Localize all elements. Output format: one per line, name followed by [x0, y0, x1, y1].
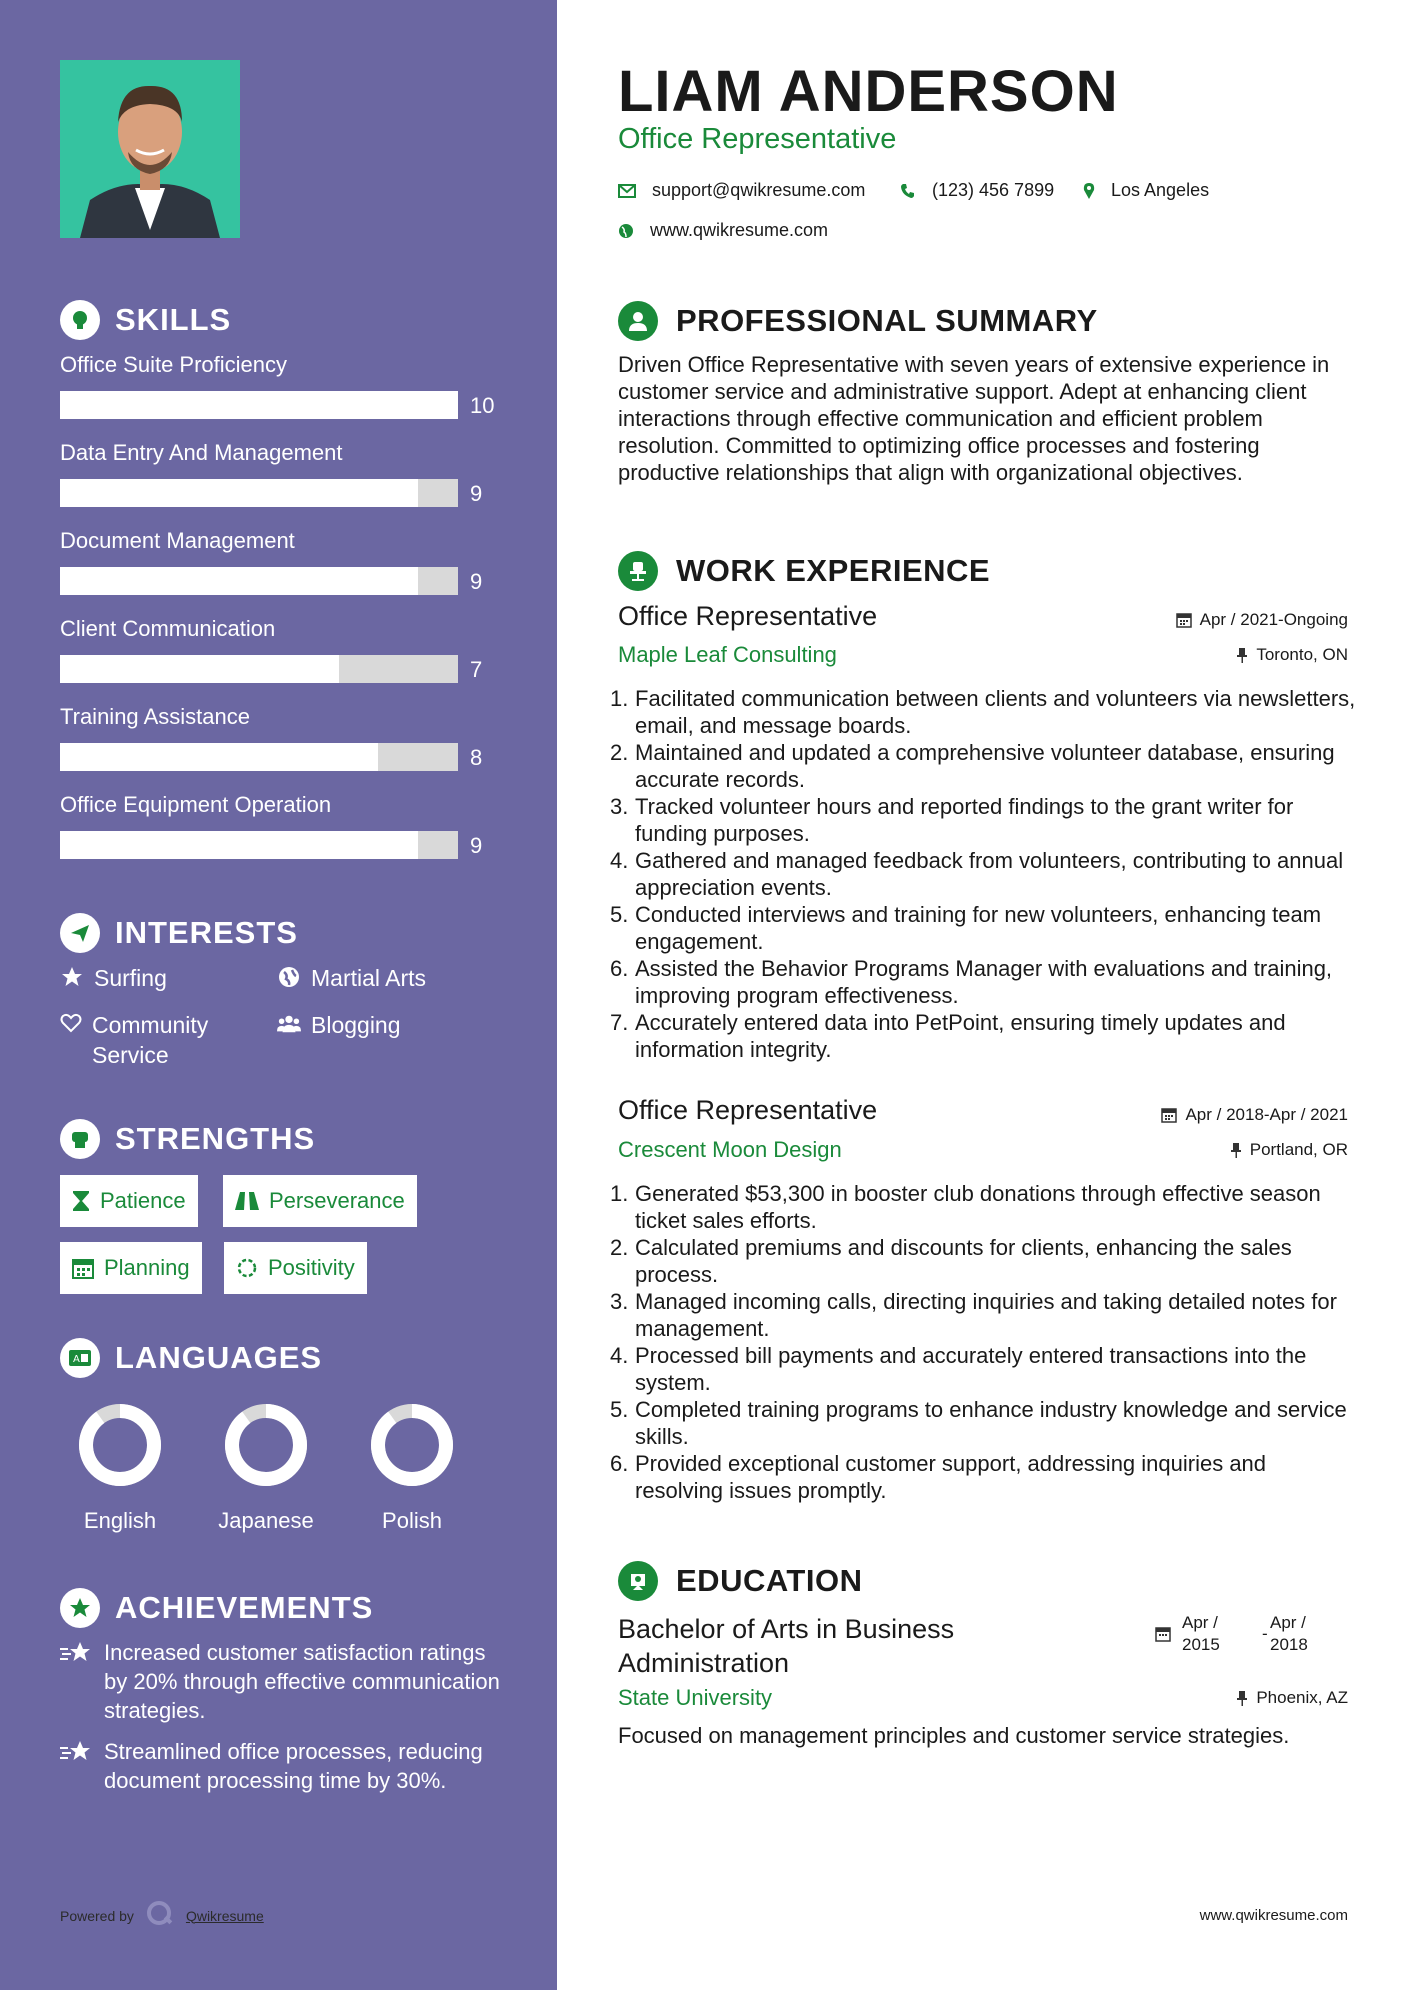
strength-badge: Patience	[60, 1175, 198, 1227]
hourglass-icon	[72, 1190, 90, 1212]
education-date-dash: -	[1262, 1624, 1268, 1643]
duty-item: 7. Accurately entered data into PetPoint, ensuring timely updates and information integrity.	[610, 1010, 1286, 1062]
globe-icon	[277, 963, 301, 988]
globe-icon	[618, 223, 634, 239]
skill-label: Training Assistance	[60, 704, 250, 729]
language-label: English	[83, 1508, 157, 1533]
interest-item: Blogging	[277, 1010, 401, 1040]
job-title: Office Representative	[618, 601, 878, 631]
interest-item: Community Service	[60, 1010, 250, 1070]
sidebar	[0, 0, 557, 1990]
skill-bar	[60, 655, 458, 683]
skill-bar-fill	[60, 831, 418, 859]
skill-bar	[60, 391, 458, 419]
job-location: Portland, OR	[1230, 1140, 1348, 1160]
skill-bar	[60, 567, 458, 595]
skill-label: Office Equipment Operation	[60, 792, 332, 817]
education-heading: EDUCATION	[618, 1561, 862, 1601]
language-level-arc	[378, 1411, 446, 1479]
phone-icon	[900, 183, 916, 199]
duty-item: 2. Calculated premiums and discounts for clients, enhancing the sales process.	[610, 1235, 1292, 1287]
skill-value: 9	[470, 481, 483, 506]
skill-bar	[60, 479, 458, 507]
calendar-icon	[72, 1257, 94, 1279]
pushpin-icon	[1230, 1142, 1242, 1158]
contact-phone[interactable]: (123) 456 7899	[900, 180, 1054, 201]
school-name: State University	[618, 1685, 773, 1710]
summary-heading: PROFESSIONAL SUMMARY	[618, 301, 1098, 341]
duty-item: 3. Tracked volunteer hours and reported findings to the grant writer for funding purposes.	[610, 794, 1294, 846]
skill-label: Client Communication	[60, 616, 276, 641]
achievement-item: Increased customer satisfaction ratings by 20% through effective communication strategies.	[60, 1638, 500, 1725]
summary-text: Driven Office Representative with seven years of extensive experience in customer service and administrative support. Adept at enhancing client interactions through effective communication and efficient problem resolution. Committed to optimizing office processes and fostering productive relationships that align with organizational objectives.	[618, 352, 1330, 485]
skill-bar-fill	[60, 567, 418, 595]
skill-value: 10	[470, 393, 495, 418]
lightbulb-icon	[60, 300, 100, 340]
contact-email[interactable]: support@qwikresume.com	[618, 180, 865, 201]
degree-title: Bachelor of Arts in Business Administration	[618, 1614, 955, 1678]
duty-item: 6. Assisted the Behavior Programs Manager with evaluations and training, improving program effectiveness.	[610, 956, 1333, 1008]
job-title: Office Representative	[618, 1095, 878, 1125]
job-duties-list	[610, 1180, 1360, 1504]
fist-icon	[60, 1119, 100, 1159]
svg-text:A: A	[73, 1354, 80, 1365]
skill-value: 9	[470, 833, 483, 858]
calendar-icon	[1176, 612, 1192, 628]
candidate-title: Office Representative	[618, 123, 897, 155]
skill-label: Document Management	[60, 528, 295, 553]
graduation-cap-icon	[618, 1561, 658, 1601]
education-location: Phoenix, AZ	[1236, 1688, 1348, 1708]
language-level-ring	[75, 1400, 165, 1490]
language-level-arc	[232, 1411, 300, 1479]
road-icon	[235, 1191, 259, 1211]
user-icon	[618, 301, 658, 341]
strength-badge: Positivity	[224, 1242, 367, 1294]
achievements-heading: ACHIEVEMENTS	[60, 1588, 373, 1628]
education-description: Focused on management principles and customer service strategies.	[618, 1723, 1290, 1748]
duty-item: 4. Gathered and managed feedback from volunteers, contributing to annual appreciation events.	[610, 848, 1344, 900]
skill-bar	[60, 831, 458, 859]
duty-item: 5. Completed training programs to enhance industry knowledge and service skills.	[610, 1397, 1347, 1449]
qwikresume-link[interactable]: Qwikresume	[185, 1907, 264, 1924]
education-end-date: Apr / 2018	[1270, 1613, 1308, 1654]
job-dates: Apr / 2021-Ongoing	[1176, 610, 1348, 630]
office-chair-icon	[618, 551, 658, 591]
skill-bar-fill	[60, 743, 378, 771]
envelope-icon	[618, 184, 636, 198]
language-level-ring	[367, 1400, 457, 1490]
interest-item: Surfing	[60, 963, 167, 993]
skill-value: 7	[470, 657, 483, 682]
qwikresume-logo-icon	[146, 1900, 174, 1931]
skill-label: Office Suite Proficiency	[60, 352, 288, 377]
interest-item: Martial Arts	[277, 963, 426, 993]
interests-heading: INTERESTS	[60, 913, 298, 953]
duty-item: 6. Provided exceptional customer support, addressing inquiries and resolving issues promptly.	[610, 1451, 1267, 1503]
calendar-icon	[1155, 1626, 1171, 1647]
language-label: Japanese	[218, 1508, 314, 1533]
duty-item: 1. Generated $53,300 in booster club donations through effective season ticket sales efforts.	[610, 1181, 1321, 1233]
star-icon	[60, 963, 84, 988]
group-icon	[277, 1010, 301, 1035]
job-location: Toronto, ON	[1236, 645, 1348, 665]
language-level-ring	[221, 1400, 311, 1490]
paper-plane-icon	[60, 913, 100, 953]
duty-item: 5. Conducted interviews and training for new volunteers, enhancing team engagement.	[610, 902, 1322, 954]
language-label: Polish	[382, 1508, 442, 1533]
language-icon	[60, 1338, 100, 1378]
contact-location: Los Angeles	[1083, 180, 1209, 201]
skill-bar-fill	[60, 391, 458, 419]
language-polish	[357, 1400, 467, 1534]
job-company: Maple Leaf Consulting	[618, 642, 837, 667]
candidate-name: LIAM ANDERSON	[618, 59, 1119, 124]
job-duties-list	[610, 685, 1360, 1063]
language-english	[65, 1400, 175, 1534]
strength-badge: Planning	[60, 1242, 202, 1294]
footer-url[interactable]: www.qwikresume.com	[1199, 1907, 1348, 1924]
languages-heading: A LANGUAGES	[60, 1338, 322, 1378]
profile-photo	[60, 60, 240, 238]
language-level-arc	[86, 1411, 154, 1479]
contact-website[interactable]: www.qwikresume.com	[618, 220, 828, 241]
heart-outline-icon	[60, 1010, 82, 1033]
education-start-date: Apr / 2015	[1182, 1613, 1220, 1654]
experience-heading: WORK EXPERIENCE	[618, 551, 990, 591]
language-japanese	[211, 1400, 321, 1534]
job-dates: Apr / 2018-Apr / 2021	[1161, 1105, 1348, 1125]
pushpin-icon	[1236, 647, 1248, 663]
achievement-item: Streamlined office processes, reducing document processing time by 30%.	[60, 1737, 500, 1795]
skill-label: Data Entry And Management	[60, 440, 343, 465]
skill-bar	[60, 743, 458, 771]
shooting-star-icon	[60, 1737, 92, 1795]
skill-value: 8	[470, 745, 483, 770]
powered-by: Powered by Qwikresume	[60, 1900, 264, 1931]
skill-bar-fill	[60, 479, 418, 507]
calendar-icon	[1161, 1107, 1177, 1123]
job-company: Crescent Moon Design	[618, 1137, 842, 1162]
skill-value: 9	[470, 569, 483, 594]
star-badge-icon	[60, 1588, 100, 1628]
shooting-star-icon	[60, 1638, 92, 1725]
strength-badge: Perseverance	[223, 1175, 417, 1227]
duty-item: 3. Managed incoming calls, directing inquiries and taking detailed notes for management.	[610, 1289, 1337, 1341]
duty-item: 1. Facilitated communication between clients and volunteers via newsletters, email, and message boards.	[610, 686, 1356, 738]
skill-bar-fill	[60, 655, 339, 683]
map-pin-icon	[1083, 182, 1095, 200]
duty-item: 4. Processed bill payments and accurately entered transactions into the system.	[610, 1343, 1307, 1395]
pushpin-icon	[1236, 1690, 1248, 1706]
duty-item: 2. Maintained and updated a comprehensive volunteer database, ensuring accurate records.	[610, 740, 1335, 792]
strengths-heading: STRENGTHS	[60, 1119, 315, 1159]
spinner-icon	[236, 1257, 258, 1279]
skills-heading: SKILLS	[60, 300, 231, 340]
